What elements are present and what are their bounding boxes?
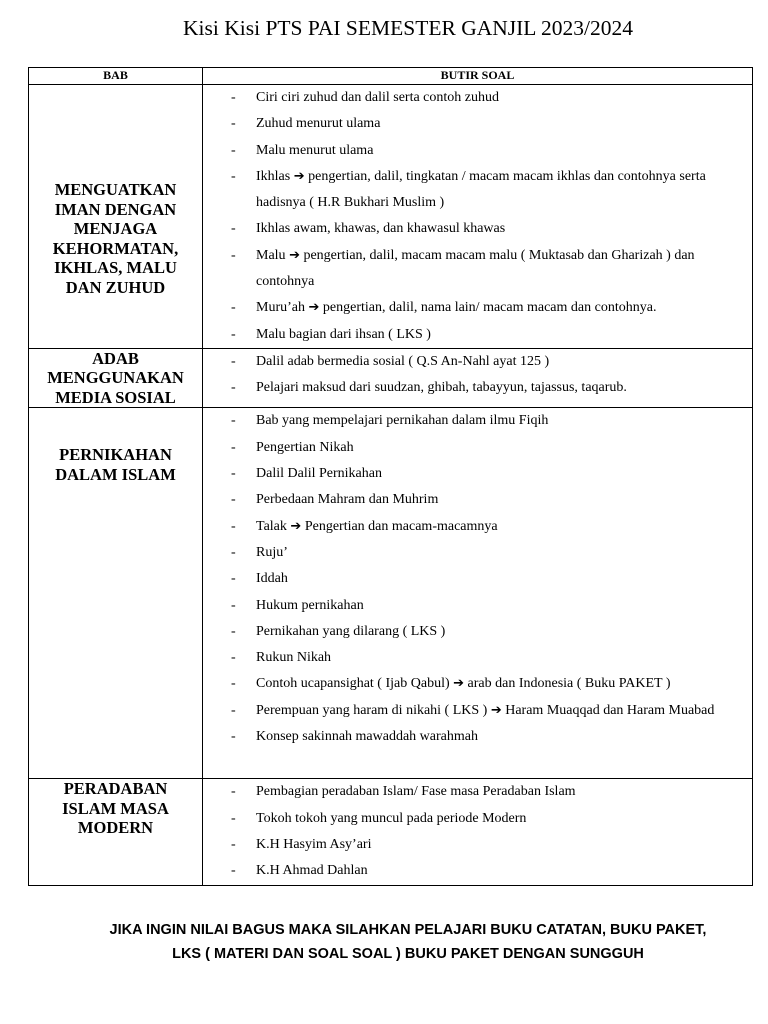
table-row <box>29 85 753 349</box>
butir-soal-list <box>203 779 752 884</box>
item-text: Rukun Nikah <box>256 650 332 666</box>
table-row <box>29 779 753 885</box>
bullet-dash: - <box>231 247 236 263</box>
bab-title: ADAB MENGGUNAKAN MEDIA SOSIAL <box>47 348 184 407</box>
bab-title: PERNIKAHAN DALAM ISLAM <box>55 445 176 484</box>
arrow-right-icon: ➔ <box>453 676 465 692</box>
bullet-dash: - <box>231 597 236 613</box>
item-text: Talak <box>256 518 287 534</box>
item-text: Perempuan yang haram di nikahi ( LKS ) <box>256 702 488 718</box>
list-item <box>203 671 752 697</box>
list-item <box>203 593 752 619</box>
item-text: Malu bagian dari ihsan ( LKS ) <box>256 326 431 342</box>
bullet-dash: - <box>231 544 236 560</box>
list-item <box>203 322 752 348</box>
bullet-dash: - <box>231 353 236 369</box>
item-text: Pernikahan yang dilarang ( LKS ) <box>256 623 446 639</box>
item-detail-text: pengertian, dalil, macam macam malu ( Muktasab dan Gharizah ) dan contohnya <box>256 247 695 290</box>
table-row <box>29 408 753 779</box>
item-text: Perbedaan Mahram dan Muhrim <box>256 492 439 508</box>
list-item <box>203 435 752 461</box>
list-item <box>203 295 752 321</box>
bullet-dash: - <box>231 221 236 237</box>
list-item <box>203 375 752 401</box>
list-item <box>203 487 752 513</box>
footer-note <box>80 918 736 966</box>
bullet-dash: - <box>231 784 236 800</box>
item-text: Ikhlas <box>256 168 291 184</box>
bullet-dash: - <box>231 116 236 132</box>
item-text: Pengertian Nikah <box>256 439 354 455</box>
bullet-dash: - <box>231 518 236 534</box>
table-row <box>29 348 753 408</box>
item-text: Hukum pernikahan <box>256 597 364 613</box>
bullet-dash: - <box>231 168 236 184</box>
bab-cell <box>29 348 203 408</box>
bullet-dash: - <box>231 90 236 105</box>
bullet-dash: - <box>231 326 236 342</box>
butir-soal-cell <box>203 779 753 885</box>
item-text: Zuhud menurut ulama <box>256 116 381 132</box>
list-item <box>203 858 752 884</box>
arrow-right-icon: ➔ <box>293 168 305 184</box>
bab-cell <box>29 408 203 779</box>
list-item <box>203 832 752 858</box>
bab-cell <box>29 85 203 349</box>
item-text: Iddah <box>256 571 288 587</box>
list-item <box>203 698 752 724</box>
page-title: Kisi Kisi PTS PAI SEMESTER GANJIL 2023/2024 <box>183 16 633 40</box>
item-text: Pelajari maksud dari suudzan, ghibah, tabayyun, tajassus, taqarub. <box>256 380 627 396</box>
item-detail-text: pengertian, dalil, tingkatan / macam macam ikhlas dan contohnya serta hadisnya ( H.R Bukhari Muslim ) <box>256 168 706 211</box>
header-bab: BAB <box>29 68 203 85</box>
list-item <box>203 138 752 164</box>
list-item <box>203 514 752 540</box>
list-item <box>203 779 752 805</box>
bullet-dash: - <box>231 380 236 396</box>
butir-soal-cell <box>203 408 753 779</box>
item-text: Contoh ucapansighat ( Ijab Qabul) <box>256 676 450 692</box>
item-text: Bab yang mempelajari pernikahan dalam ilmu Fiqih <box>256 413 549 429</box>
list-item <box>203 408 752 434</box>
bullet-dash: - <box>231 837 236 853</box>
bab-title: PERADABAN ISLAM MASA MODERN <box>62 779 169 838</box>
butir-soal-cell <box>203 85 753 349</box>
bullet-dash: - <box>231 571 236 587</box>
butir-soal-list <box>203 349 752 402</box>
item-detail-text: Pengertian dan macam-macamnya <box>304 518 498 534</box>
bullet-dash: - <box>231 863 236 879</box>
arrow-right-icon: ➔ <box>308 300 320 316</box>
bullet-dash: - <box>231 466 236 482</box>
kisi-kisi-table <box>28 67 753 886</box>
butir-soal-list <box>203 85 752 348</box>
list-item <box>203 645 752 671</box>
item-text: Muru’ah <box>256 300 305 316</box>
item-text: Dalil adab bermedia sosial ( Q.S An-Nahl ayat 125 ) <box>256 353 550 369</box>
item-detail-text: arab dan Indonesia ( Buku PAKET ) <box>467 676 671 692</box>
item-text: Konsep sakinnah mawaddah warahmah <box>256 729 478 745</box>
list-item <box>203 566 752 592</box>
footer-line-2: LKS ( MATERI DAN SOAL SOAL ) BUKU PAKET DENGAN SUNGGUH <box>172 946 644 962</box>
butir-soal-list <box>203 408 752 750</box>
list-item <box>203 111 752 137</box>
list-item <box>203 540 752 566</box>
list-item <box>203 164 752 217</box>
arrow-right-icon: ➔ <box>490 702 502 718</box>
item-text: Ikhlas awam, khawas, dan khawasul khawas <box>256 221 506 237</box>
header-butir-soal: BUTIR SOAL <box>203 68 753 85</box>
list-item <box>203 619 752 645</box>
bullet-dash: - <box>231 650 236 666</box>
table-header-row <box>29 68 753 85</box>
bullet-dash: - <box>231 142 236 158</box>
bullet-dash: - <box>231 623 236 639</box>
bullet-dash: - <box>231 439 236 455</box>
bullet-dash: - <box>231 676 236 692</box>
butir-soal-cell <box>203 348 753 408</box>
table-body <box>29 85 753 886</box>
item-text: Ciri ciri zuhud dan dalil serta contoh zuhud <box>256 90 499 105</box>
bullet-dash: - <box>231 810 236 826</box>
list-item <box>203 349 752 375</box>
bullet-dash: - <box>231 729 236 745</box>
arrow-right-icon: ➔ <box>290 518 302 534</box>
item-text: K.H Ahmad Dahlan <box>256 863 368 879</box>
bullet-dash: - <box>231 702 236 718</box>
list-item <box>203 216 752 242</box>
bab-cell <box>29 779 203 885</box>
item-detail-text: pengertian, dalil, nama lain/ macam macam dan contohnya. <box>322 300 657 316</box>
bab-title: MENGUATKAN IMAN DENGAN MENJAGA KEHORMATAN, IKHLAS, MALU DAN ZUHUD <box>52 180 179 297</box>
list-item <box>203 243 752 296</box>
list-item <box>203 724 752 750</box>
item-text: K.H Hasyim Asy’ari <box>256 837 372 853</box>
bullet-dash: - <box>231 300 236 316</box>
item-detail-text: Haram Muaqqad dan Haram Muabad <box>505 702 715 718</box>
arrow-right-icon: ➔ <box>289 247 300 263</box>
item-text: Malu <box>256 247 290 263</box>
list-item <box>203 806 752 832</box>
bullet-dash: - <box>231 492 236 508</box>
bullet-dash: - <box>231 413 236 429</box>
list-item <box>203 85 752 111</box>
item-text: Ruju’ <box>256 544 288 560</box>
item-text: Dalil Dalil Pernikahan <box>256 466 382 482</box>
footer-line-1: JIKA INGIN NILAI BAGUS MAKA SILAHKAN PELAJARI BUKU CATATAN, BUKU PAKET, <box>109 922 707 938</box>
list-item <box>203 461 752 487</box>
item-text: Tokoh tokoh yang muncul pada periode Modern <box>256 810 527 826</box>
item-text: Pembagian peradaban Islam/ Fase masa Peradaban Islam <box>256 784 576 800</box>
item-text: Malu menurut ulama <box>256 142 374 158</box>
